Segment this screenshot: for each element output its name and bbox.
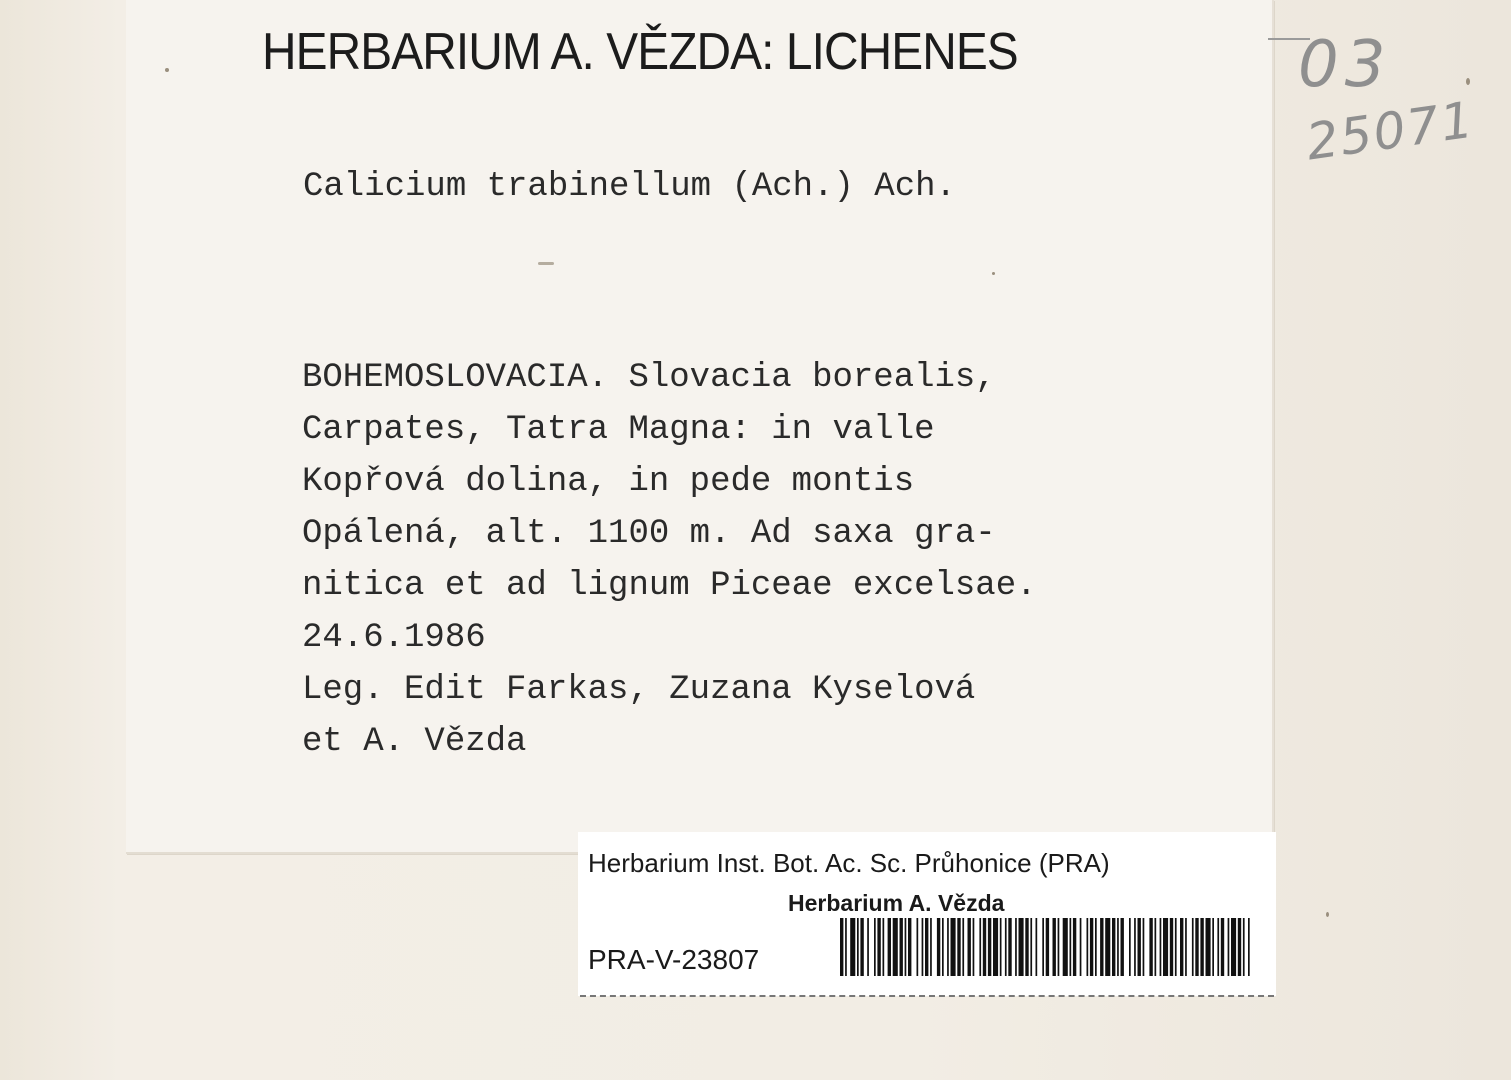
barcode-bar <box>1087 918 1089 976</box>
barcode-bar <box>957 918 960 976</box>
barcode-bar <box>962 918 964 976</box>
barcode-bar <box>1046 918 1049 976</box>
collection-name: Herbarium A. Vězda <box>788 890 1005 916</box>
paper-speck <box>1466 78 1470 85</box>
barcode-bar <box>1175 918 1177 976</box>
barcode-bar <box>1090 918 1093 976</box>
barcode-bar <box>1200 918 1203 976</box>
barcode-bar <box>1238 918 1241 976</box>
cut-line <box>580 995 1274 997</box>
handwritten-number-1: 03 <box>1298 28 1392 102</box>
barcode-bar <box>988 918 991 976</box>
barcode-bar <box>860 918 863 976</box>
barcode-bar <box>1180 918 1183 976</box>
collectors-line: et A. Vězda <box>302 723 527 761</box>
barcode-bar <box>1185 918 1187 976</box>
barcode-bar <box>1063 918 1068 976</box>
barcode-bar <box>993 918 998 976</box>
barcode-bar <box>1163 918 1168 976</box>
barcode-bar <box>1243 918 1245 976</box>
barcode-bar <box>1073 918 1076 976</box>
barcode-bar <box>973 918 975 976</box>
barcode-bar <box>1080 918 1082 976</box>
locality-line: Kopřová dolina, in pede montis <box>302 463 915 501</box>
barcode-bar <box>1025 918 1028 976</box>
barcode-bar <box>1070 918 1072 976</box>
barcode-bar <box>845 918 847 976</box>
barcode-bar <box>968 918 971 976</box>
barcode-bar <box>888 918 891 976</box>
barcode-bar <box>1100 918 1103 976</box>
barcode-bar <box>1105 918 1110 976</box>
barcode-bar <box>1228 918 1230 976</box>
collectors-line: Leg. Edit Farkas, Zuzana Kyselová <box>302 671 976 709</box>
barcode-bar <box>900 918 903 976</box>
barcode-bar <box>917 918 919 976</box>
barcode-bar <box>922 918 924 976</box>
taxon-name: Calicium trabinellum (Ach.) Ach. <box>303 168 956 206</box>
barcode-bar <box>874 918 876 976</box>
barcode-bar <box>908 918 911 976</box>
barcode-bar <box>1030 918 1032 976</box>
barcode-bar <box>893 918 898 976</box>
paper-speck <box>992 272 995 275</box>
barcode-bar <box>1143 918 1145 976</box>
barcode-bar <box>1155 918 1157 976</box>
barcode <box>840 918 1252 976</box>
locality-line: Opálená, alt. 1100 m. Ad saxa gra- <box>302 515 996 553</box>
paper-speck <box>538 262 554 265</box>
locality-line: nitica et ad lignum Piceae excelsae. <box>302 567 1037 605</box>
barcode-bar <box>1008 918 1011 976</box>
barcode-bar <box>1217 918 1219 976</box>
catalog-number: PRA-V-23807 <box>588 944 760 975</box>
barcode-bar <box>1117 918 1119 976</box>
barcode-bar <box>1121 918 1124 976</box>
barcode-bar <box>1112 918 1115 976</box>
barcode-bar <box>877 918 880 976</box>
barcode-bar <box>840 918 843 976</box>
barcode-bar <box>983 918 986 976</box>
barcode-bar <box>1005 918 1007 976</box>
barcode-bar <box>925 918 928 976</box>
barcode-bar <box>1248 918 1250 976</box>
barcode-bar <box>1000 918 1002 976</box>
barcode-bar <box>1212 918 1214 976</box>
barcode-bar <box>883 918 885 976</box>
barcode-bar <box>1036 918 1038 976</box>
barcode-bar <box>1192 918 1194 976</box>
barcode-bar <box>1053 918 1056 976</box>
barcode-bar <box>979 918 981 976</box>
barcode-bar <box>905 918 907 976</box>
barcode-bar <box>1129 918 1131 976</box>
barcode-bar <box>937 918 940 976</box>
barcode-bar <box>1138 918 1141 976</box>
barcode-bar <box>867 918 869 976</box>
collection-date: 24.6.1986 <box>302 619 486 657</box>
paper-speck <box>1326 912 1329 917</box>
locality-line: BOHEMOSLOVACIA. Slovacia borealis, <box>302 359 996 397</box>
barcode-bar <box>1231 918 1236 976</box>
barcode-bar <box>1170 918 1173 976</box>
label-header-title: HERBARIUM A. VĚZDA: LICHENES <box>262 23 1018 81</box>
locality-block <box>302 352 1037 768</box>
institution-name: Herbarium Inst. Bot. Ac. Sc. Průhonice (PRA) <box>588 848 1110 878</box>
barcode-bar <box>947 918 949 976</box>
barcode-bar <box>850 918 855 976</box>
barcode-bar <box>1095 918 1097 976</box>
barcode-bar <box>1134 918 1136 976</box>
handwritten-number-2: 25071 <box>1302 90 1479 172</box>
barcode-bar <box>1221 918 1224 976</box>
barcode-bar <box>1019 918 1024 976</box>
barcode-bar <box>1149 918 1152 976</box>
barcode-bar <box>942 918 944 976</box>
barcode-bar <box>857 918 859 976</box>
paper-speck <box>165 68 169 72</box>
barcode-label <box>578 832 1276 996</box>
locality-line: Carpates, Tatra Magna: in valle <box>302 411 935 449</box>
barcode-bar <box>1160 918 1162 976</box>
barcode-bar <box>1015 918 1017 976</box>
barcode-bar <box>1042 918 1044 976</box>
barcode-bar <box>1206 918 1211 976</box>
barcode-bar <box>1058 918 1060 976</box>
barcode-bar <box>930 918 932 976</box>
barcode-bar <box>951 918 956 976</box>
barcode-bar <box>1195 918 1198 976</box>
